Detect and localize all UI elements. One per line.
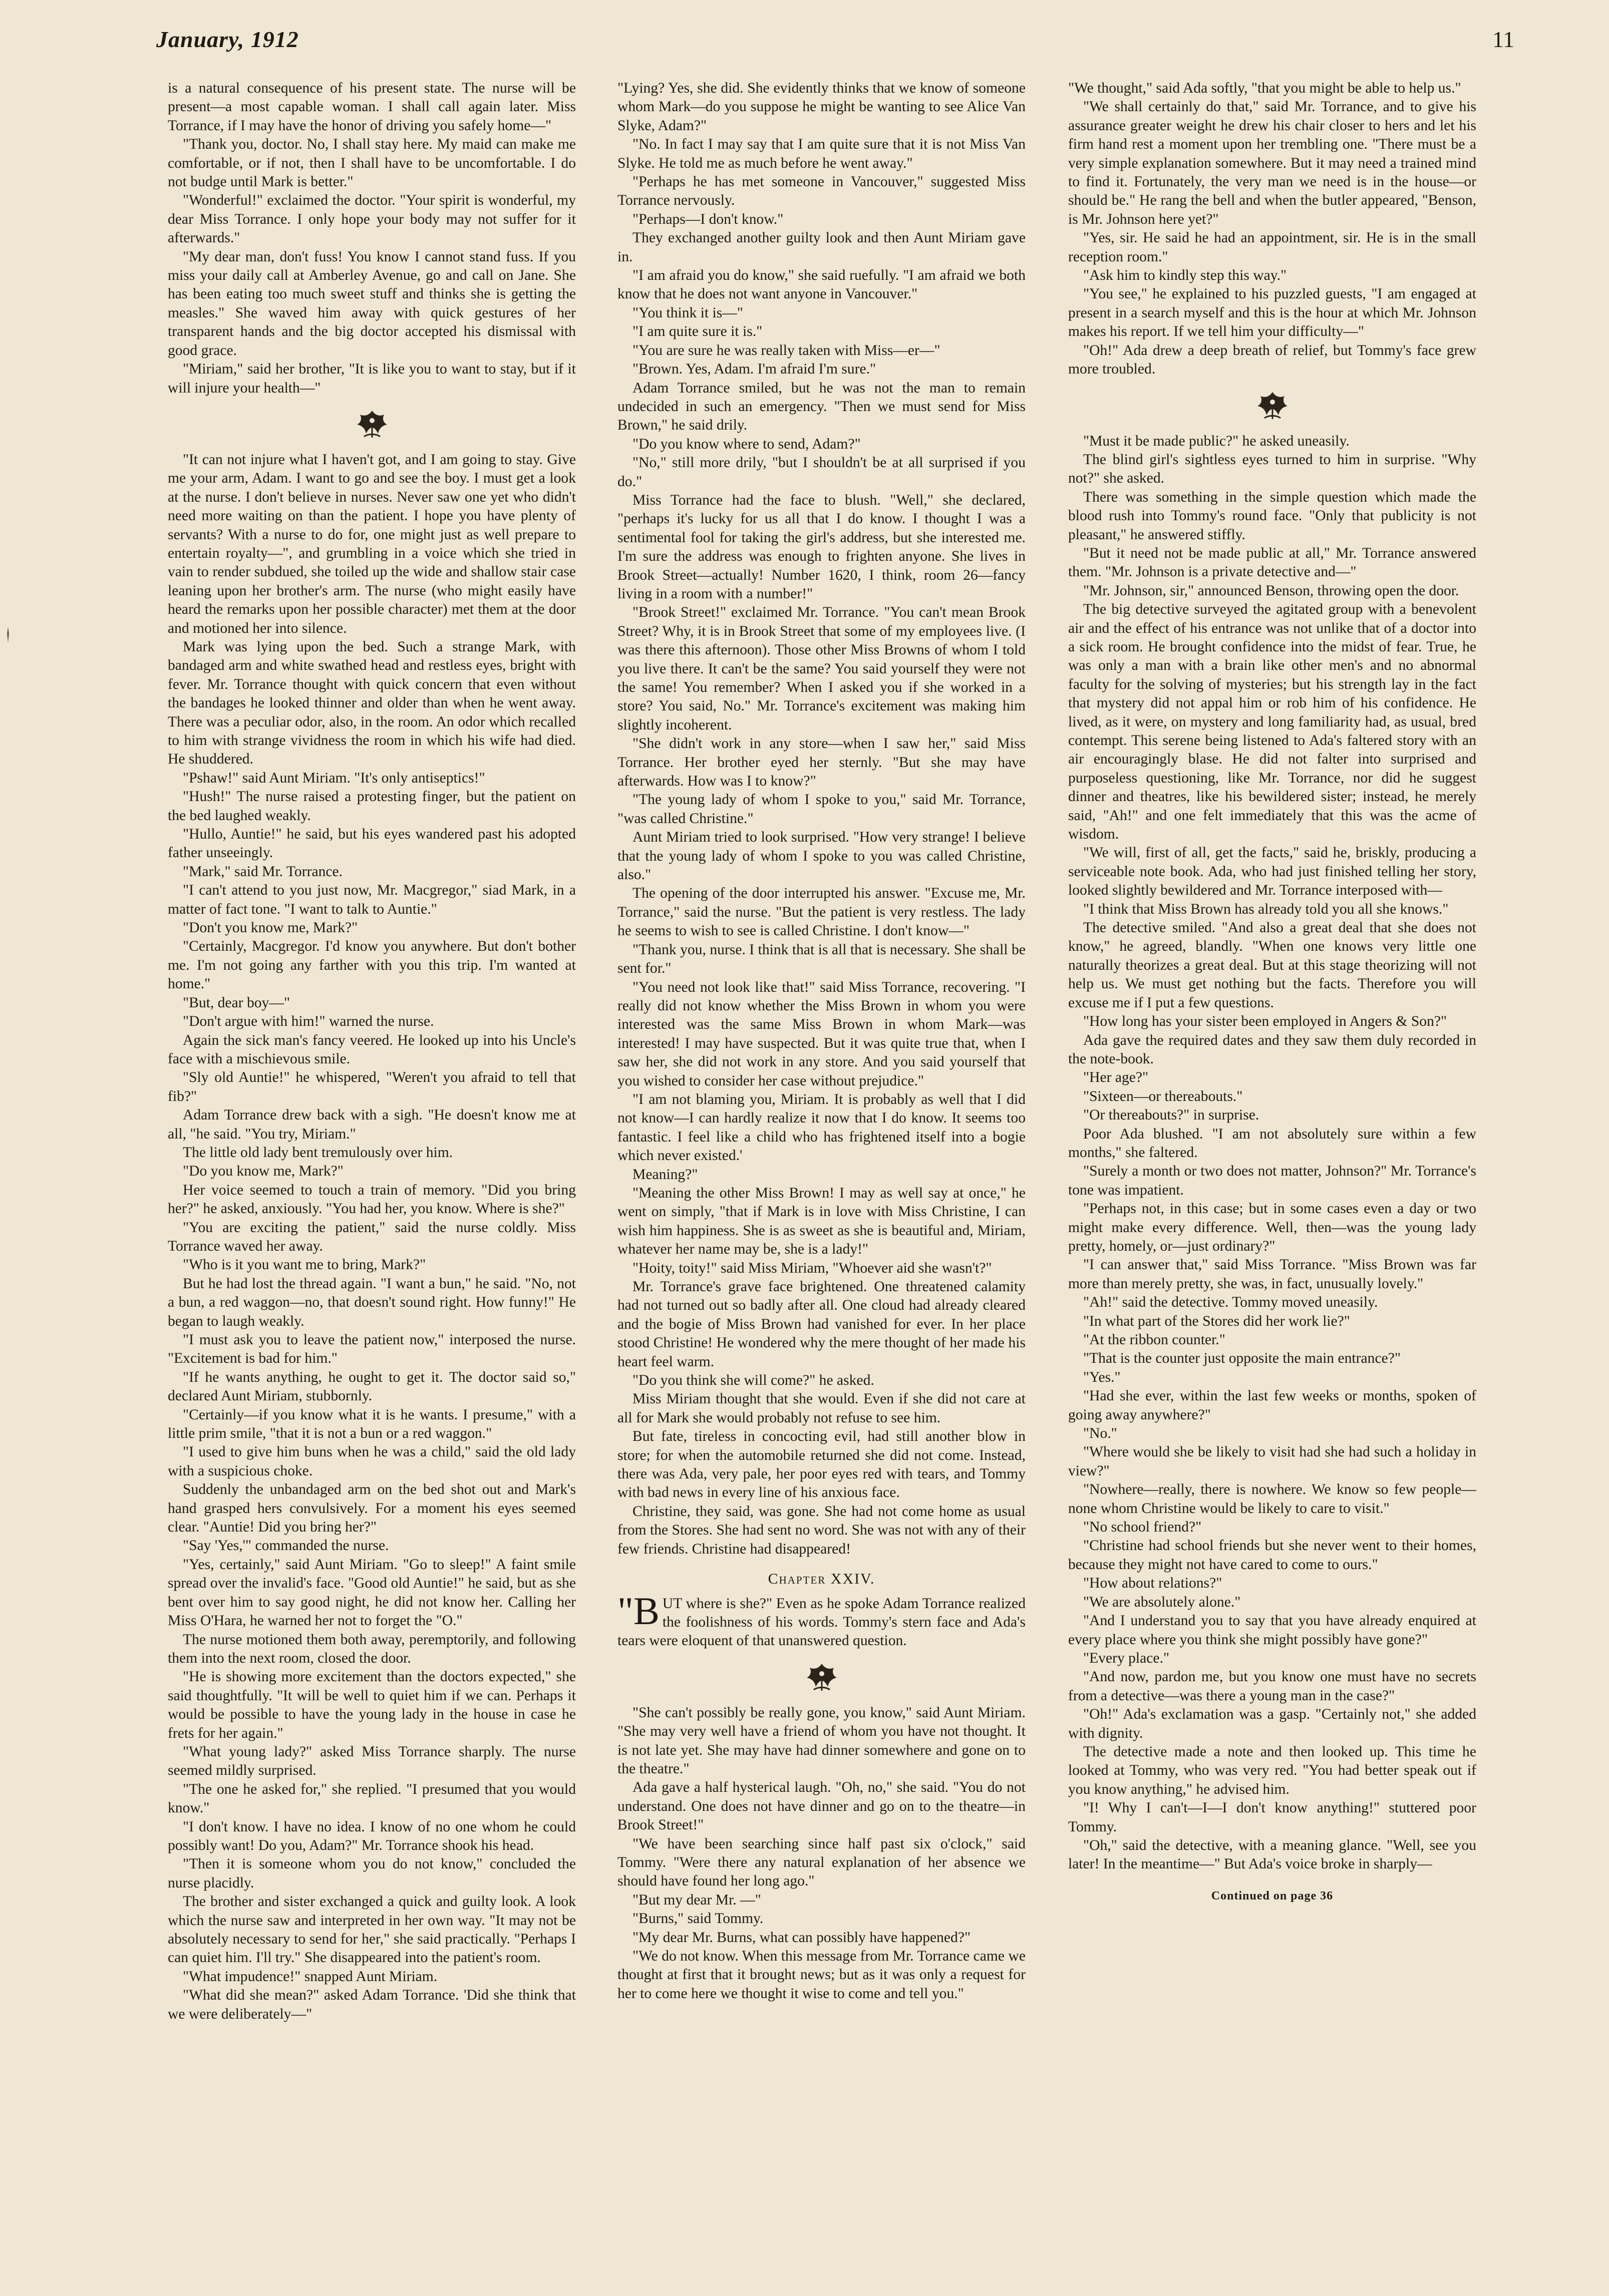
paragraph: "You need not look like that!" said Miss Torrance, recovering. "I really did not know whether the Miss Brown in whom you were interested was the same Miss Brown in whom Mark—was interested! I may have suspected. But it was quite true that, when I saw her, she did not work in any store. And you said yourself that you wished to consider her case without prejudice.": [617, 979, 1026, 1089]
paragraph: "Or thereabouts?" in surprise.: [1083, 1107, 1259, 1123]
paragraph: "Hush!" The nurse raised a protesting finger, but the patient on the bed laughed weakly.: [168, 789, 576, 824]
paragraph: "Her age?": [1083, 1069, 1149, 1086]
paragraph: Poor Ada blushed. "I am not absolutely sure within a few months," she faltered.: [1068, 1125, 1476, 1161]
paragraph: The nurse motioned them both away, peremptorily, and following them into the next room, closed the door.: [168, 1631, 576, 1666]
paragraph: "Mark," said Mr. Torrance.: [183, 863, 343, 880]
paragraph: "How about relations?": [1083, 1575, 1222, 1592]
paragraph: is a natural consequence of his present state. The nurse will be present—a most capable woman. I shall call again later. Miss Torrance, if I may have the honor of driving you safely home—": [168, 80, 576, 134]
paragraph: But he had lost the thread again. "I want a bun," he said. "No, not a bun, a red waggon—no, that doesn't sound right. How funny!" He began to laugh weakly.: [168, 1275, 576, 1329]
paragraph: "Hoity, toity!" said Miss Miriam, "Whoever aid she wasn't?": [632, 1260, 992, 1276]
paragraph: "No. In fact I may say that I am quite sure that it is not Miss Van Slyke. He told me as much before he went away.": [617, 136, 1026, 171]
paragraph: "Brown. Yes, Adam. I'm afraid I'm sure.": [632, 361, 876, 377]
paragraph: "It can not injure what I haven't got, and I am going to stay. Give me your arm, Adam. I want to go and see the boy. I must get a look at the nurse. I don't believe in nurses. Never saw one yet who didn't need more waiting on than the patient. I hope you have plenty of servants? With a nurse to do for, one might just as well prepare to entertain royalty—", and grumbling in a voice which she tried in vain to render subdued, she toiled up the wide and shallow stair case leaning upon her brother's arm. The nurse (who might easily have heard the remarks upon her possible character) met them at the door and motioned her into silence.: [168, 451, 576, 636]
paragraph: But fate, tireless in concocting evil, had still another blow in store; for when the automobile returned she did not come. Instead, there was Ada, very pale, her poor eyes red with tears, and Tommy with bad news in every line of his anxious face.: [617, 1428, 1026, 1501]
paragraph: Her voice seemed to touch a train of memory. "Did you bring her?" he asked, anxiously. "You had her, you know. Where is she?": [168, 1182, 576, 1217]
paragraph: "Yes, certainly," said Aunt Miriam. "Go to sleep!" A faint smile spread over the invalid's face. "Good old Auntie!" he said, but as she bent over him to say good night, he did not know her. Calling her Miss O'Hara, he warned her not to forget the "O.": [168, 1556, 576, 1629]
issue-date: January, 1912: [156, 27, 299, 52]
paragraph: Ada gave a half hysterical laugh. "Oh, no," she said. "You do not understand. One does not have dinner and go on to the theatre—in Brook Street!": [617, 1779, 1026, 1833]
paragraph: "She can't possibly be really gone, you know," said Aunt Miriam. "She may very well have a friend of whom you have not thought. It is not late yet. She may have had dinner somewhere and gone on to the theatre.": [617, 1704, 1026, 1777]
paragraph: "I am not blaming you, Miriam. It is probably as well that I did not know—I can hardly realize it now that I do know. It seems too fantastic. I feel like a child who has frightened itself into a bogie which never existed.': [617, 1091, 1026, 1164]
paragraph: "Oh!" Ada drew a deep breath of relief, but Tommy's face grew more troubled.: [1068, 342, 1476, 377]
paragraph: "Christine had school friends but she never went to their homes, because they might not have cared to come to ours.": [1068, 1538, 1476, 1573]
paragraph: "But it need not be made public at all," Mr. Torrance answered them. "Mr. Johnson is a private detective and—": [1068, 545, 1476, 580]
paragraph: "What impudence!" snapped Aunt Miriam.: [183, 1968, 438, 1985]
paragraph: "Oh!" Ada's exclamation was a gasp. "Certainly not," she added with dignity.: [1068, 1706, 1476, 1741]
paragraph: Suddenly the unbandaged arm on the bed shot out and Mark's hand grasped hers convulsively. For a moment his eyes seemed clear. "Auntie! Did you bring her?": [168, 1481, 576, 1536]
paragraph: "I must ask you to leave the patient now," interposed the nurse. "Excitement is bad for him.": [168, 1332, 576, 1367]
paragraph: "My dear man, don't fuss! You know I cannot stand fuss. If you miss your daily call at Amberley Avenue, go and call on Jane. She has been eating too much sweet stuff and thinks she is getting the measles." She waved him away with quick gestures of her transparent hands and the big doctor accepted his dismissal with good grace.: [168, 248, 576, 358]
paragraph: Miss Miriam thought that she would. Even if she did not care at all for Mark she would probably not refuse to see him.: [617, 1391, 1026, 1426]
paragraph: "No.": [1083, 1425, 1117, 1442]
chapter-heading: Chapter XXIV.: [768, 1571, 875, 1588]
paragraph: The blind girl's sightless eyes turned to him in surprise. "Why not?" she asked.: [1068, 451, 1476, 487]
column-3: [1068, 79, 1476, 2212]
paragraph: "Lying? Yes, she did. She evidently thinks that we know of someone whom Mark—do you suppose he might be wanting to see Alice Van Slyke, Adam?": [617, 80, 1026, 134]
chapter-opening-text: UT where is she?" Even as he spoke Adam Torrance realized the foolishness of his words. Tommy's stern face and Ada's tears were eloquent of that unanswered question.: [617, 1595, 1026, 1649]
paragraph: "Then it is someone whom you do not know," concluded the nurse placidly.: [168, 1856, 576, 1891]
paragraph: "No school friend?": [1083, 1519, 1202, 1536]
paragraph: "Say 'Yes,'" commanded the nurse.: [183, 1538, 389, 1554]
paragraph: The big detective surveyed the agitated group with a benevolent air and the effect of his entrance was not unlike that of a doctor into a sick room. He brought confidence into the midst of fear. True, he was only a man with a brain like other men's and no abnormal faculty for the solving of mysteries; but his strength lay in the fact that mystery did not appal him or rob him of his confidence. He lived, as it were, on mystery and long familiarity had, as usual, bred contempt. This serene being listened to Ada's faltered story with an air encouragingly blase. He did not falter into surprised and purposeless questioning, like Mr. Torrance, nor did he suggest dinner and theatres, like his bewildered sister; instead, he merely said, "Ah!" and one felt immediately that this was the acme of wisdom.: [1068, 601, 1476, 843]
paragraph: "And now, pardon me, but you know one must have no secrets from a detective—was there a young man in the case?": [1068, 1669, 1476, 1704]
paragraph: "Had she ever, within the last few weeks or months, spoken of going away anywhere?": [1068, 1388, 1476, 1423]
paragraph: They exchanged another guilty look and then Aunt Miriam gave in.: [617, 230, 1026, 265]
paragraph: "Burns," said Tommy.: [632, 1910, 764, 1927]
paragraph: "You see," he explained to his puzzled guests, "I am engaged at present in a search myself and this is the hour at which Mr. Johnson makes his report. If we tell him your difficulty—": [1068, 286, 1476, 340]
paragraph: "Surely a month or two does not matter, Johnson?" Mr. Torrance's tone was impatient.: [1068, 1163, 1476, 1198]
paragraph: "Perhaps—I don't know.": [632, 211, 784, 227]
paragraph: "No," still more drily, "but I shouldn't be at all surprised if you do.": [617, 455, 1026, 490]
column-1: [168, 79, 576, 2212]
paragraph: "We are absolutely alone.": [1083, 1594, 1241, 1610]
paragraph: "I think that Miss Brown has already told you all she knows.": [1083, 901, 1449, 917]
paragraph: "Miriam," said her brother, "It is like you to want to stay, but if it will injure your health—": [168, 361, 576, 396]
paragraph: "I used to give him buns when he was a child," said the old lady with a suspicious choke.: [168, 1444, 576, 1479]
paragraph: "Perhaps he has met someone in Vancouver," suggested Miss Torrance nervously.: [617, 174, 1026, 209]
paragraph: "At the ribbon counter.": [1083, 1332, 1225, 1348]
paragraph: Miss Torrance had the face to blush. "Well," she declared, "perhaps it's lucky for us all that I do know. I thought I was a sentimental fool for taking the girl's address, but she interested me. I'm sure the address was enough to frighten anyone. She lives in Brook Street—actually! Number 1620, I think, room 26—fancy living in a room with a number!": [617, 492, 1026, 602]
paragraph: "You are exciting the patient," said the nurse coldly. Miss Torrance waved her away.: [168, 1219, 576, 1254]
paragraph: The little old lady bent tremulously over him.: [183, 1144, 453, 1161]
paragraph: The detective made a note and then looked up. This time he looked at Tommy, who was very red. "You had better speak out if you know anything," he advised him.: [1068, 1743, 1476, 1797]
paragraph: "Oh," said the detective, with a meaning glance. "Well, see you later! In the meantime—" But Ada's voice broke in sharply—: [1068, 1837, 1476, 1872]
paragraph: "I can answer that," said Miss Torrance. "Miss Brown was far more than merely pretty, she was, in fact, unusually lovely.": [1068, 1257, 1476, 1292]
floral-ornament-icon: [349, 408, 395, 440]
paragraph: "I don't know. I have no idea. I know of no one whom he could possibly want! Do you, Adam?" Mr. Torrance shook his head.: [168, 1818, 576, 1853]
paragraph: Mr. Torrance's grave face brightened. One threatened calamity had not turned out so badly after all. One cloud had already cleared and the bogie of Miss Brown had vanished for ever. In her place stood Christine! He wondered why the mere thought of her made his heart feel warm.: [617, 1279, 1026, 1370]
paragraph: "Thank you, doctor. No, I shall stay here. My maid can make me comfortable, or if not, then I shall have to be uncomfortable. I do not budge until Mark is better.": [168, 136, 576, 190]
paragraph: "Where would she be likely to visit had she had such a holiday in view?": [1068, 1444, 1476, 1479]
margin-mark: [4, 626, 12, 644]
paragraph: The brother and sister exchanged a quick and guilty look. A look which the nurse saw and interpreted in her own way. "It may not be absolutely necessary to send for her," she said practically. "Perhaps I can quiet him. I'll try." She disappeared into the patient's room.: [168, 1893, 576, 1966]
paragraph: "Mr. Johnson, sir," announced Benson, throwing open the door.: [1083, 582, 1459, 599]
paragraph: "Wonderful!" exclaimed the doctor. "Your spirit is wonderful, my dear Miss Torrance. I only hope your body may not suffer for it afterwards.": [168, 192, 576, 246]
paragraph: "And I understand you to say that you have already enquired at every place where you think she might possibly have gone?": [1068, 1613, 1476, 1648]
paragraph: "My dear Mr. Burns, what can possibly have happened?": [632, 1929, 971, 1946]
paragraph: "Do you think she will come?" he asked.: [632, 1372, 874, 1389]
paragraph: "You think it is—": [632, 304, 743, 321]
paragraph: Meaning?": [632, 1166, 698, 1183]
paragraph: "I can't attend to you just now, Mr. Macgregor," siad Mark, in a matter of fact tone. "I want to talk to Auntie.": [168, 882, 576, 917]
column-2: [617, 79, 1026, 2212]
floral-ornament-icon: [1249, 389, 1296, 421]
paragraph: The opening of the door interrupted his answer. "Excuse me, Mr. Torrance," said the nurse. "But the patient is very restless. The lady he seems to wish to see is called Christine. I don't know—": [617, 885, 1026, 939]
paragraph: "Yes, sir. He said he had an appointment, sir. He is in the small reception room.": [1068, 230, 1476, 265]
paragraph: "What young lady?" asked Miss Torrance sharply. The nurse seemed mildly surprised.: [168, 1743, 576, 1779]
paragraph: "Certainly, Macgregor. I'd know you anywhere. But don't bother me. I'm not going any farther with you this trip. I'm wanted at home.": [168, 938, 576, 992]
paragraph: "We thought," said Ada softly, "that you might be able to help us.": [1068, 80, 1461, 96]
paragraph: "Brook Street!" exclaimed Mr. Torrance. "You can't mean Brook Street? Why, it is in Brook Street that some of my employees live. (I was there this afternoon). Those other Miss Browns of whom I told you live there. It can't be the same? You said yourself they were not the same! You remember? When I asked you if she worked in a store? You said, No." Mr. Torrance's excitement was making him slightly incoherent.: [617, 604, 1026, 733]
paragraph: "That is the counter just opposite the main entrance?": [1083, 1350, 1401, 1367]
paragraph: Christine, they said, was gone. She had not come home as usual from the Stores. She had sent no word. She was not with any of their few friends. Christine had disappeared!: [617, 1503, 1026, 1557]
paragraph: "We shall certainly do that," said Mr. Torrance, and to give his assurance greater weight he drew his chair closer to hers and let his firm hand rest a moment upon her trembling one. "There must be a very simple explanation somewhere. But it may need a trained mind to find it. Fortunately, the very man we need is in the house—or should be." He rang the bell and when the butler appeared, "Benson, is Mr. Johnson here yet?": [1068, 99, 1476, 227]
paragraph: "But, dear boy—": [183, 994, 290, 1011]
paragraph: "But my dear Mr. —": [632, 1891, 761, 1908]
paragraph: Adam Torrance smiled, but he was not the man to remain undecided in such an emergency. "Then we must send for Miss Brown," he said drily.: [617, 379, 1026, 434]
paragraph: "Pshaw!" said Aunt Miriam. "It's only antiseptics!": [183, 770, 485, 786]
paragraph: Adam Torrance drew back with a sigh. "He doesn't know me at all, "he said. "You try, Miriam.": [168, 1107, 576, 1142]
article-columns: [168, 79, 1476, 2212]
paragraph: "Yes.": [1083, 1369, 1121, 1385]
paragraph: "We do not know. When this message from Mr. Torrance came we thought at first that it brought news; but as it was only a request for her to come here we thought it wise to come and tell you.": [617, 1948, 1026, 2002]
paragraph: "Certainly—if you know what it is he wants. I presume," with a little prim smile, "that it is not a bun or a red waggon.": [168, 1406, 576, 1442]
paragraph: "I! Why I can't—I—I don't know anything!" stuttered poor Tommy.: [1068, 1800, 1476, 1835]
paragraph: "I am afraid you do know," she said ruefully. "I am afraid we both know that he does not want anyone in Vancouver.": [617, 267, 1026, 302]
paragraph: The detective smiled. "And also a great deal that she does not know," he agreed, blandly. "When one knows very little one naturally theorizes a great deal. But at this stage theorizing will not help us. We must get nothing but the facts. Therefore you will excuse me if I put a few questions.: [1068, 920, 1476, 1011]
paragraph: "Every place.": [1083, 1650, 1170, 1666]
page-number: 11: [1492, 27, 1515, 52]
floral-ornament-icon: [799, 1661, 845, 1693]
paragraph: "What did she mean?" asked Adam Torrance. 'Did she think that we were deliberately—": [168, 1987, 576, 2022]
paragraph: "Nowhere—really, there is nowhere. We know so few people— none whom Christine would be likely to care to visit.": [1068, 1481, 1476, 1516]
drop-cap: "B: [617, 1589, 660, 1633]
paragraph: "Don't you know me, Mark?": [183, 920, 358, 936]
paragraph: Mark was lying upon the bed. Such a strange Mark, with bandaged arm and white swathed head and restless eyes, bright with fever. Mr. Torrance thought with quick concern that even without the bandages he looked thinner and older than when he went away. There was a peculiar odor, also, in the room. An odor which recalled to him with strange vividness the room in which his wife had died. He shuddered.: [168, 638, 576, 768]
paragraph: "Sixteen—or thereabouts.": [1083, 1088, 1243, 1104]
paragraph: Again the sick man's fancy veered. He looked up into his Uncle's face with a mischievous smile.: [168, 1032, 576, 1067]
paragraph: "We will, first of all, get the facts," said he, briskly, producing a serviceable note book. Ada, who had just finished telling her story, looked slightly bewildered and Mr. Torrance interposed with—: [1068, 845, 1476, 899]
paragraph: "Do you know where to send, Adam?": [632, 436, 861, 452]
paragraph: "Who is it you want me to bring, Mark?": [183, 1257, 426, 1273]
paragraph: "We have been searching since half past six o'clock," said Tommy. "Were there any natural explanation of her absence we should have found her long ago.": [617, 1835, 1026, 1889]
page-header: [0, 0, 1609, 75]
paragraph: "Ask him to kindly step this way.": [1083, 267, 1287, 284]
paragraph: "She didn't work in any store—when I saw her," said Miss Torrance. Her brother eyed her sternly. "But she may have afterwards. How was I to know?": [617, 735, 1026, 790]
chapter-opening: [617, 1589, 1026, 1651]
paragraph: "Do you know me, Mark?": [183, 1163, 344, 1180]
paragraph: "You are sure he was really taken with Miss—er—": [632, 342, 940, 358]
paragraph: "Must it be made public?" he asked uneasily.: [1083, 433, 1350, 449]
paragraph: Aunt Miriam tried to look surprised. "How very strange! I believe that the young lady of whom I spoke to you was called Christine, also.": [617, 829, 1026, 883]
paragraph: "Meaning the other Miss Brown! I may as well say at once," he went on simply, "that if Mark is in love with Miss Christine, I can wish him happiness. She is as sweet as she is beautiful and, Miriam, whatever her name may be, she is a lady!": [617, 1185, 1026, 1258]
paragraph: "Ah!" said the detective. Tommy moved uneasily.: [1083, 1294, 1378, 1311]
paragraph: "How long has your sister been employed in Angers & Son?": [1083, 1013, 1447, 1030]
paragraph: "Perhaps not, in this case; but in some cases even a day or two might make every difference. Well, then—was the young lady pretty, homely, or—just ordinary?": [1068, 1201, 1476, 1254]
paragraph: "Hullo, Auntie!" he said, but his eyes wandered past his adopted father unseeingly.: [168, 826, 576, 861]
paragraph: There was something in the simple question which made the blood rush into Tommy's round face. "Only that publicity is not pleasant," he answered stiffly.: [1068, 489, 1476, 543]
continued-note: Continued on page 36: [1211, 1889, 1334, 1902]
paragraph: "Sly old Auntie!" he whispered, "Weren't you afraid to tell that fib?": [168, 1069, 576, 1104]
paragraph: "If he wants anything, he ought to get it. The doctor said so," declared Aunt Miriam, stubbornly.: [168, 1369, 576, 1404]
paragraph: "The one he asked for," she replied. "I presumed that you would know.": [168, 1781, 576, 1816]
paragraph: "He is showing more excitement than the doctors expected," she said thoughtfully. "It will be well to quiet him if we can. Perhaps it would be possible to have the young lady in the house in case he frets for her again.": [168, 1669, 576, 1741]
paragraph: "I am quite sure it is.": [632, 323, 763, 340]
paragraph: Ada gave the required dates and they saw them duly recorded in the note-book.: [1068, 1032, 1476, 1067]
paragraph: "Thank you, nurse. I think that is all that is necessary. She shall be sent for.": [617, 941, 1026, 977]
paragraph: "The young lady of whom I spoke to you," said Mr. Torrance, "was called Christine.": [617, 792, 1026, 827]
paragraph: "Don't argue with him!" warned the nurse.: [183, 1013, 434, 1030]
paragraph: "In what part of the Stores did her work lie?": [1083, 1313, 1350, 1329]
